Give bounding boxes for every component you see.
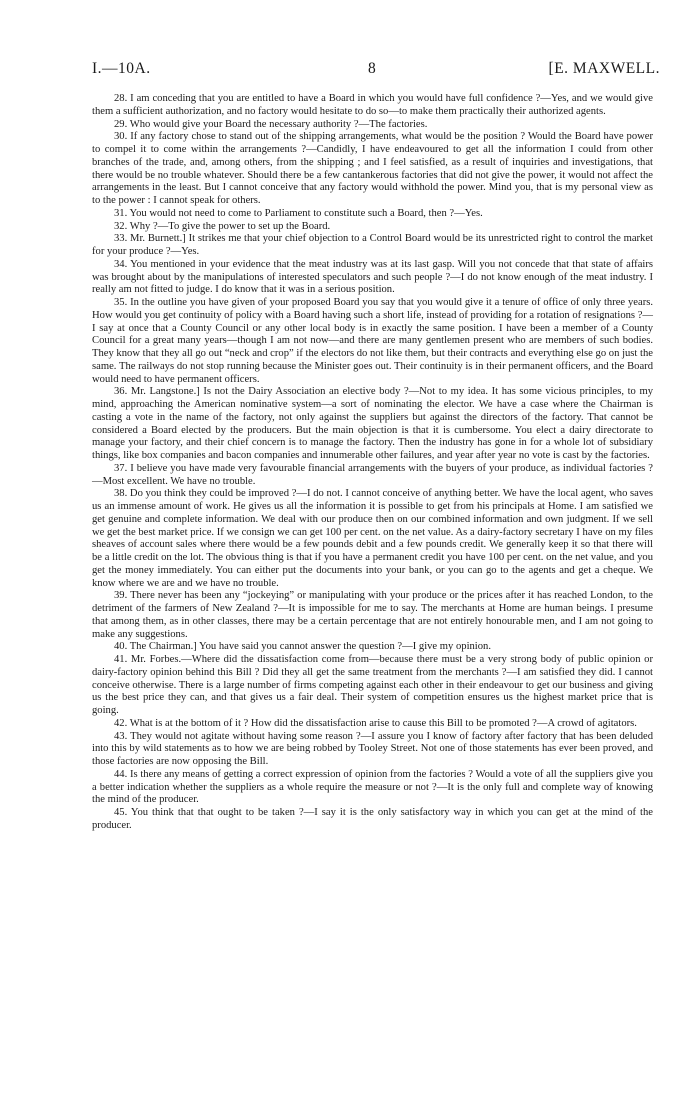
question-28: 28. I am conceding that you are entitled to have a Board in which you would have full confidence ?—Yes, and we would give them a sufficient authorization, and no factory would hesitate to do so—to make them practically their authorized agents. — [92, 93, 653, 117]
evidence-text — [92, 93, 653, 833]
question-29: 29. Who would give your Board the necessary authority ?—The factories. — [114, 118, 428, 130]
question-38: 38. Do you think they could be improved ?—I do not. I cannot conceive of anything better. We have the local agent, who saves us an immense amount of work. He gives us all the information it is possible to get from his principals at Home. I am satisfied we get genuine and complete information. We deal with our produce then on our combined information and own judgment. If we sell we get the best market price. If we consign we can get 100 per cent. on the net value. As a dairy-factory secretary I have on my files sheaves of account sales where there would be a few pounds debit and a few pounds credit. We generally keep it so that there will be a little credit on the lot. The obvious thing is that if you have a permanent credit you have 100 per cent. on the net value, and you get the money immediately. You can either put the documents into your bank, or you can go to the agents and get a cheque. We know where we are and we have no trouble. — [92, 488, 653, 589]
question-45: 45. You think that that ought to be taken ?—I say it is the only satisfactory way in which you can get at the mind of the producer. — [92, 807, 653, 831]
question-43: 43. They would not agitate without having some reason ?—I assure you I know of factory after factory that has been deluded into this by wild statements as to how we are being robbed by Tooley Street. Not one of those statements has ever been proved, and those factories are now opposing the Bill. — [92, 730, 653, 767]
question-30: 30. If any factory chose to stand out of the shipping arrangements, what would be the position ? Would the Board have power to compel it to come within the arrangements ?—Candidly, I have endeavoured to get all the information I could from other branches of the trade, and, among others, from the shipping ; and I feel satisfied, as a result of inquiries and investigations, that there would be no trouble whatever. Should there be a few cantankerous factories that did not give the power, it would not affect the arrangements in the least. But I cannot conceive that any factory would withhold the power. Mind you, that is my personal view as to the power : I cannot speak for others. — [92, 131, 653, 206]
question-31: 31. You would not need to come to Parliament to constitute such a Board, then ?—Yes. — [114, 207, 483, 219]
question-41: 41. Mr. Forbes.—Where did the dissatisfaction come from—because there must be a very strong body of public opinion or dairy-factory opinion behind this Bill ? Did they all get the same treatment from the merchants ?—I am satisfied they did. I cannot conceive otherwise. There is a large number of firms competing against each other in their endeavour to get our business and giving us the best price they can, and that gives us a fair deal. Their system of competition ensures us the highest market price that is going. — [92, 654, 653, 716]
question-40: 40. The Chairman.] You have said you cannot answer the question ?—I give my opinion. — [114, 641, 491, 653]
question-36: 36. Mr. Langstone.] Is not the Dairy Association an elective body ?—Not to my idea. It has some vicious principles, to my mind, approaching the American nominative system—a sort of nominating the elector. We have a case where the Chairman is casting a vote in the name of the factory, not only against the suppliers but against the directors of the factory. That cannot be considered a Board elected by the producers. But the main objection is that it is cumbersome. You elect a dairy directorate to manage your factory, and their chief concern is to manage the factory. Then the industry has gone in for a whole lot of subsidiary things, like box companies and bacon companies and innumerable other failures, and year after year no vote is cast by the factories. — [92, 386, 653, 461]
question-34: 34. You mentioned in your evidence that the meat industry was at its last gasp. Will you not concede that that state of affairs was brought about by the manipulations of interested speculators and such people ?—I do not know enough of the meat industry. I really am not fitted to judge. I do know that it was in a serious position. — [92, 258, 653, 296]
question-44: 44. Is there any means of getting a correct expression of opinion from the factories ? Would a vote of all the suppliers give you a better indication whether the suppliers as a whole require the measure or not ?—It is the only full and complete way of knowing the mind of the producer. — [92, 768, 653, 806]
question-42: 42. What is at the bottom of it ? How did the dissatisfaction arise to cause this Bill to be promoted ?—A crowd of agitators. — [114, 717, 637, 729]
page-header — [92, 60, 660, 80]
page-number: 8 — [368, 60, 377, 77]
question-32: 32. Why ?—To give the power to set up the Board. — [114, 220, 331, 232]
witness-name: [E. MAXWELL. — [548, 60, 660, 77]
question-35: 35. In the outline you have given of your proposed Board you say that you would give it a tenure of office of only three years. How would you get continuity of policy with a Board having such a short life, instead of providing for a rotation of resignations ?—I say at once that a County Council or any other local body is in exactly the same position. I have been a member of a County Council for a great many years—though I am not now—and there are many gentlemen present who are members of such bodies. They know that they all go out “neck and crop” if the electors do not like them, but their contracts and everything else go on just the same. The railways do not stop running because the Minister goes out. Their continuity is in their permanent officers, and the Board would need to have permanent officers. — [92, 297, 653, 385]
paper-reference: I.—10A. — [92, 60, 151, 77]
question-39: 39. There never has been any “jockeying” or manipulating with your produce or the prices after it has reached London, to the detriment of the farmers of New Zealand ?—It is impossible for me to say. The merchants at Home are human beings. I presume that among them, as in other classes, there may be a certain percentage that are not entirely honourable men, and I am not going to make any suggestions. — [92, 590, 653, 640]
question-33: 33. Mr. Burnett.] It strikes me that your chief objection to a Control Board would be its unrestricted right to control the market for your produce ?—Yes. — [92, 233, 653, 257]
question-37: 37. I believe you have made very favourable financial arrangements with the buyers of your produce, as individual factories ?—Most excellent. We have no trouble. — [92, 462, 653, 487]
